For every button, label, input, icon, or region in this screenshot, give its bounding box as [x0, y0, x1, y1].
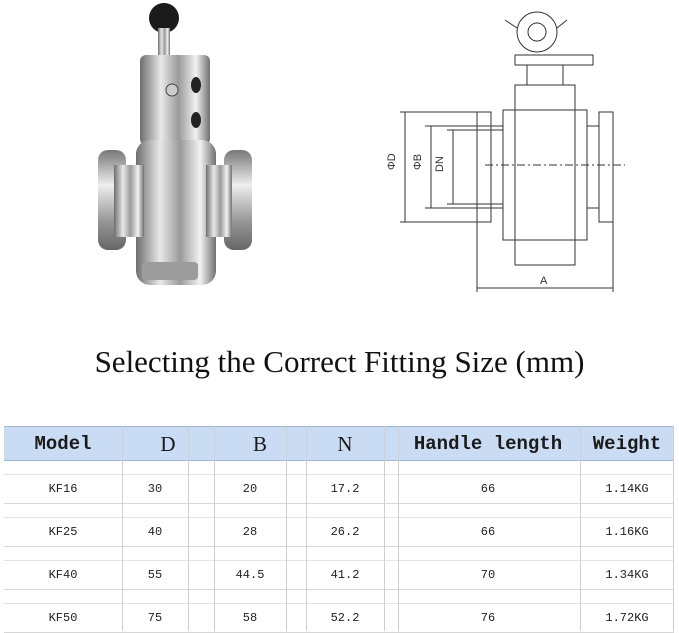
- dim-label-phi-d: ΦD: [386, 153, 398, 170]
- cell-b: 20: [242, 482, 258, 496]
- header-weight: Weight: [592, 433, 662, 455]
- page-title: Selecting the Correct Fitting Size (mm): [94, 344, 585, 379]
- cell-b: 44.5: [235, 568, 265, 582]
- cell-n: 41.2: [330, 568, 360, 582]
- cell-weight: 1.16KG: [605, 525, 649, 539]
- cell-weight: 1.34KG: [605, 568, 649, 582]
- header-model: Model: [34, 433, 92, 455]
- table-row: [4, 547, 674, 590]
- header-n: N: [337, 432, 353, 456]
- cell-handle-length: 66: [480, 525, 496, 539]
- dim-label-a: A: [540, 275, 548, 287]
- valve-photo: [84, 0, 264, 300]
- cell-model: KF50: [48, 611, 78, 625]
- cell-n: 26.2: [330, 525, 360, 539]
- size-table: [4, 426, 674, 633]
- header-handle-length: Handle length: [413, 433, 563, 455]
- table-row: [4, 504, 674, 547]
- table-row: [4, 461, 674, 504]
- dimension-drawing: [375, 0, 635, 300]
- header-d: D: [160, 432, 176, 456]
- cell-handle-length: 66: [480, 482, 496, 496]
- cell-weight: 1.72KG: [605, 611, 649, 625]
- cell-model: KF25: [48, 525, 78, 539]
- cell-d: 75: [147, 611, 163, 625]
- cell-handle-length: 76: [480, 611, 496, 625]
- table-row: [4, 590, 674, 633]
- cell-d: 40: [147, 525, 163, 539]
- cell-n: 17.2: [330, 482, 360, 496]
- cell-handle-length: 70: [480, 568, 496, 582]
- cell-d: 30: [147, 482, 163, 496]
- header-b: B: [252, 432, 267, 456]
- table-header: [4, 426, 674, 461]
- cell-d: 55: [147, 568, 163, 582]
- cell-n: 52.2: [330, 611, 360, 625]
- cell-model: KF40: [48, 568, 78, 582]
- dim-label-dn: DN: [434, 156, 446, 172]
- dim-label-phi-b: ΦB: [412, 153, 424, 170]
- cell-b: 58: [242, 611, 258, 625]
- cell-weight: 1.14KG: [605, 482, 649, 496]
- cell-model: KF16: [48, 482, 78, 496]
- cell-b: 28: [242, 525, 258, 539]
